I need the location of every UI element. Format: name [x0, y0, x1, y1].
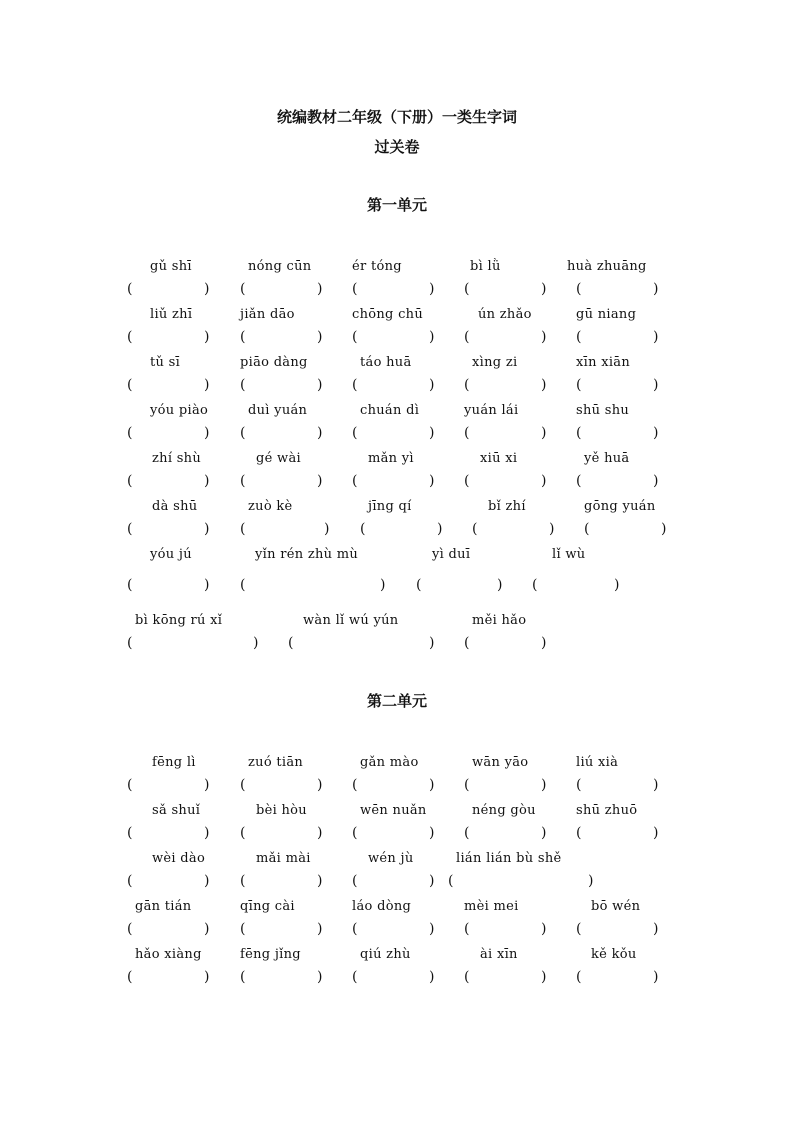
answer-bracket-close: )	[204, 329, 210, 345]
pinyin-word: xìng zi	[472, 355, 518, 370]
pinyin-word: wén jù	[368, 851, 414, 866]
pinyin-word: gǎn mào	[360, 755, 419, 770]
pinyin-word: liǔ zhī	[150, 307, 193, 322]
answer-bracket-close: )	[429, 425, 435, 441]
answer-bracket-open: (	[127, 777, 133, 793]
pinyin-word: qiú zhù	[360, 947, 411, 962]
answer-bracket-close: )	[588, 873, 594, 889]
answer-bracket-close: )	[429, 921, 435, 937]
pinyin-word: mèi mei	[464, 899, 519, 914]
answer-bracket-close: )	[541, 921, 547, 937]
answer-bracket-close: )	[317, 473, 323, 489]
answer-bracket-close: )	[541, 329, 547, 345]
answer-bracket-open: (	[352, 329, 358, 345]
answer-bracket-open: (	[240, 473, 246, 489]
answer-bracket-open: (	[448, 873, 454, 889]
pinyin-word: sǎ shuǐ	[152, 803, 201, 818]
answer-bracket-open: (	[240, 281, 246, 297]
pinyin-word: xīn xiān	[576, 355, 631, 370]
answer-bracket-close: )	[429, 635, 435, 651]
pinyin-word: chōng chū	[352, 307, 424, 322]
answer-bracket-close: )	[317, 969, 323, 985]
pinyin-word: mǎi mài	[256, 851, 311, 866]
answer-bracket-close: )	[653, 281, 659, 297]
pinyin-word: měi hǎo	[472, 613, 527, 628]
pinyin-word: yě huā	[584, 451, 630, 466]
answer-bracket-open: (	[464, 825, 470, 841]
answer-bracket-open: (	[472, 521, 478, 537]
answer-bracket-open: (	[127, 635, 133, 651]
answer-bracket-close: )	[204, 873, 210, 889]
answer-bracket-close: )	[437, 521, 443, 537]
answer-bracket-close: )	[204, 521, 210, 537]
pinyin-word: chuán dì	[360, 403, 420, 418]
answer-bracket-close: )	[317, 777, 323, 793]
answer-bracket-close: )	[317, 873, 323, 889]
answer-bracket-open: (	[352, 281, 358, 297]
answer-bracket-close: )	[653, 921, 659, 937]
answer-bracket-close: )	[429, 969, 435, 985]
answer-bracket-open: (	[464, 281, 470, 297]
pinyin-word: gǔ shī	[150, 259, 192, 274]
pinyin-word: duì yuán	[248, 403, 308, 418]
answer-bracket-open: (	[464, 425, 470, 441]
answer-bracket-open: (	[240, 577, 246, 593]
answer-bracket-open: (	[576, 921, 582, 937]
pinyin-word: wēn nuǎn	[360, 803, 427, 818]
answer-bracket-open: (	[240, 521, 246, 537]
answer-bracket-close: )	[541, 777, 547, 793]
answer-bracket-open: (	[352, 473, 358, 489]
pinyin-word: yì duī	[432, 547, 471, 562]
pinyin-word: bì kōng rú xǐ	[135, 613, 223, 628]
answer-bracket-open: (	[352, 921, 358, 937]
pinyin-word: gān tián	[135, 899, 192, 914]
answer-bracket-open: (	[360, 521, 366, 537]
answer-bracket-open: (	[464, 635, 470, 651]
pinyin-word: gū niang	[576, 307, 637, 322]
answer-bracket-open: (	[240, 825, 246, 841]
answer-bracket-open: (	[352, 377, 358, 393]
pinyin-word: bì lǜ	[470, 259, 501, 274]
pinyin-word: fēng jǐng	[240, 947, 301, 962]
pinyin-word: liú xià	[576, 755, 619, 770]
pinyin-word: shū shu	[576, 403, 630, 418]
answer-bracket-open: (	[288, 635, 294, 651]
pinyin-word: ún zhǎo	[478, 307, 532, 322]
answer-bracket-close: )	[541, 377, 547, 393]
answer-bracket-close: )	[653, 377, 659, 393]
answer-bracket-close: )	[317, 329, 323, 345]
pinyin-word: zuó tiān	[248, 755, 304, 770]
answer-bracket-open: (	[240, 777, 246, 793]
pinyin-word: gé wài	[256, 451, 301, 466]
pinyin-word: xiū xi	[480, 451, 518, 466]
unit-heading: 第二单元	[366, 692, 427, 710]
pinyin-word: yǐn rén zhù mù	[255, 547, 359, 562]
pinyin-word: wān yāo	[472, 755, 529, 770]
pinyin-word: jīng qí	[368, 499, 412, 514]
answer-bracket-open: (	[576, 825, 582, 841]
answer-bracket-close: )	[204, 825, 210, 841]
pinyin-word: mǎn yì	[368, 451, 414, 466]
answer-bracket-open: (	[240, 329, 246, 345]
pinyin-word: nóng cūn	[248, 259, 312, 274]
answer-bracket-open: (	[127, 969, 133, 985]
answer-bracket-close: )	[204, 377, 210, 393]
answer-bracket-close: )	[429, 825, 435, 841]
answer-bracket-open: (	[127, 521, 133, 537]
answer-bracket-close: )	[653, 425, 659, 441]
answer-bracket-close: )	[317, 921, 323, 937]
answer-bracket-close: )	[429, 377, 435, 393]
answer-bracket-close: )	[541, 969, 547, 985]
answer-bracket-open: (	[576, 473, 582, 489]
answer-bracket-open: (	[240, 425, 246, 441]
pinyin-word: lǐ wù	[552, 547, 586, 562]
answer-bracket-close: )	[429, 329, 435, 345]
pinyin-word: yóu piào	[150, 403, 209, 418]
pinyin-word: jiǎn dāo	[240, 307, 295, 322]
answer-bracket-close: )	[653, 825, 659, 841]
answer-bracket-open: (	[576, 777, 582, 793]
answer-bracket-close: )	[661, 521, 667, 537]
answer-bracket-close: )	[549, 521, 555, 537]
pinyin-word: yóu jú	[150, 547, 192, 562]
answer-bracket-open: (	[576, 425, 582, 441]
answer-bracket-open: (	[127, 921, 133, 937]
pinyin-word: táo huā	[360, 355, 412, 370]
pinyin-word: huà zhuāng	[567, 259, 647, 274]
pinyin-word: néng gòu	[472, 803, 536, 818]
answer-bracket-open: (	[584, 521, 590, 537]
answer-bracket-open: (	[464, 329, 470, 345]
answer-bracket-close: )	[541, 281, 547, 297]
pinyin-word: bǐ zhí	[488, 499, 526, 514]
answer-bracket-close: )	[541, 635, 547, 651]
answer-bracket-close: )	[653, 473, 659, 489]
pinyin-word: dà shū	[152, 499, 198, 514]
pinyin-word: ài xīn	[480, 947, 518, 962]
answer-bracket-open: (	[352, 969, 358, 985]
answer-bracket-close: )	[324, 521, 330, 537]
answer-bracket-close: )	[317, 281, 323, 297]
answer-bracket-close: )	[429, 281, 435, 297]
answer-bracket-close: )	[204, 281, 210, 297]
answer-bracket-close: )	[429, 873, 435, 889]
pinyin-word: shū zhuō	[576, 803, 638, 818]
answer-bracket-open: (	[127, 329, 133, 345]
answer-bracket-open: (	[240, 969, 246, 985]
answer-bracket-open: (	[352, 873, 358, 889]
answer-bracket-close: )	[204, 473, 210, 489]
unit-heading: 第一单元	[366, 196, 427, 214]
answer-bracket-open: (	[352, 425, 358, 441]
answer-bracket-close: )	[317, 825, 323, 841]
pinyin-word: tǔ sī	[150, 355, 181, 370]
answer-bracket-open: (	[127, 473, 133, 489]
answer-bracket-close: )	[317, 425, 323, 441]
answer-bracket-open: (	[240, 377, 246, 393]
answer-bracket-open: (	[127, 873, 133, 889]
answer-bracket-open: (	[464, 969, 470, 985]
answer-bracket-open: (	[576, 377, 582, 393]
page-subtitle: 过关卷	[374, 138, 420, 156]
answer-bracket-close: )	[204, 969, 210, 985]
pinyin-word: láo dòng	[352, 899, 412, 914]
pinyin-word: fēng lì	[152, 755, 196, 770]
pinyin-word: ér tóng	[352, 259, 402, 274]
answer-bracket-open: (	[576, 329, 582, 345]
answer-bracket-open: (	[416, 577, 422, 593]
answer-bracket-open: (	[464, 377, 470, 393]
answer-bracket-open: (	[464, 921, 470, 937]
answer-bracket-close: )	[653, 969, 659, 985]
answer-bracket-close: )	[614, 577, 620, 593]
answer-bracket-close: )	[253, 635, 259, 651]
answer-bracket-open: (	[127, 825, 133, 841]
pinyin-word: wèi dào	[152, 851, 206, 866]
pinyin-word: piāo dàng	[240, 355, 308, 370]
pinyin-word: lián lián bù shě	[456, 851, 562, 866]
pinyin-word: wàn lǐ wú yún	[303, 613, 399, 628]
pinyin-word: zuò kè	[248, 499, 293, 514]
pinyin-word: zhí shù	[152, 451, 202, 466]
answer-bracket-close: )	[653, 777, 659, 793]
answer-bracket-close: )	[317, 377, 323, 393]
answer-bracket-open: (	[464, 777, 470, 793]
answer-bracket-open: (	[352, 777, 358, 793]
answer-bracket-open: (	[576, 281, 582, 297]
answer-bracket-close: )	[653, 329, 659, 345]
answer-bracket-close: )	[429, 777, 435, 793]
answer-bracket-open: (	[127, 377, 133, 393]
pinyin-word: bèi hòu	[256, 803, 307, 818]
pinyin-word: qīng cài	[240, 899, 295, 914]
answer-bracket-close: )	[541, 425, 547, 441]
pinyin-word: kě kǒu	[591, 947, 637, 962]
answer-bracket-open: (	[127, 281, 133, 297]
answer-bracket-open: (	[240, 921, 246, 937]
answer-bracket-close: )	[204, 425, 210, 441]
answer-bracket-open: (	[240, 873, 246, 889]
answer-bracket-close: )	[497, 577, 503, 593]
answer-bracket-close: )	[204, 921, 210, 937]
pinyin-word: gōng yuán	[584, 499, 656, 514]
answer-bracket-open: (	[352, 825, 358, 841]
answer-bracket-open: (	[464, 473, 470, 489]
answer-bracket-open: (	[576, 969, 582, 985]
pinyin-word: hǎo xiàng	[135, 947, 202, 962]
pinyin-word: bō wén	[591, 899, 641, 914]
answer-bracket-close: )	[380, 577, 386, 593]
answer-bracket-open: (	[127, 425, 133, 441]
answer-bracket-close: )	[541, 473, 547, 489]
answer-bracket-close: )	[541, 825, 547, 841]
answer-bracket-open: (	[127, 577, 133, 593]
pinyin-word: yuán lái	[464, 403, 519, 418]
answer-bracket-close: )	[204, 777, 210, 793]
page-title: 统编教材二年级（下册）一类生字词	[276, 108, 517, 126]
answer-bracket-open: (	[532, 577, 538, 593]
answer-bracket-close: )	[429, 473, 435, 489]
answer-bracket-close: )	[204, 577, 210, 593]
